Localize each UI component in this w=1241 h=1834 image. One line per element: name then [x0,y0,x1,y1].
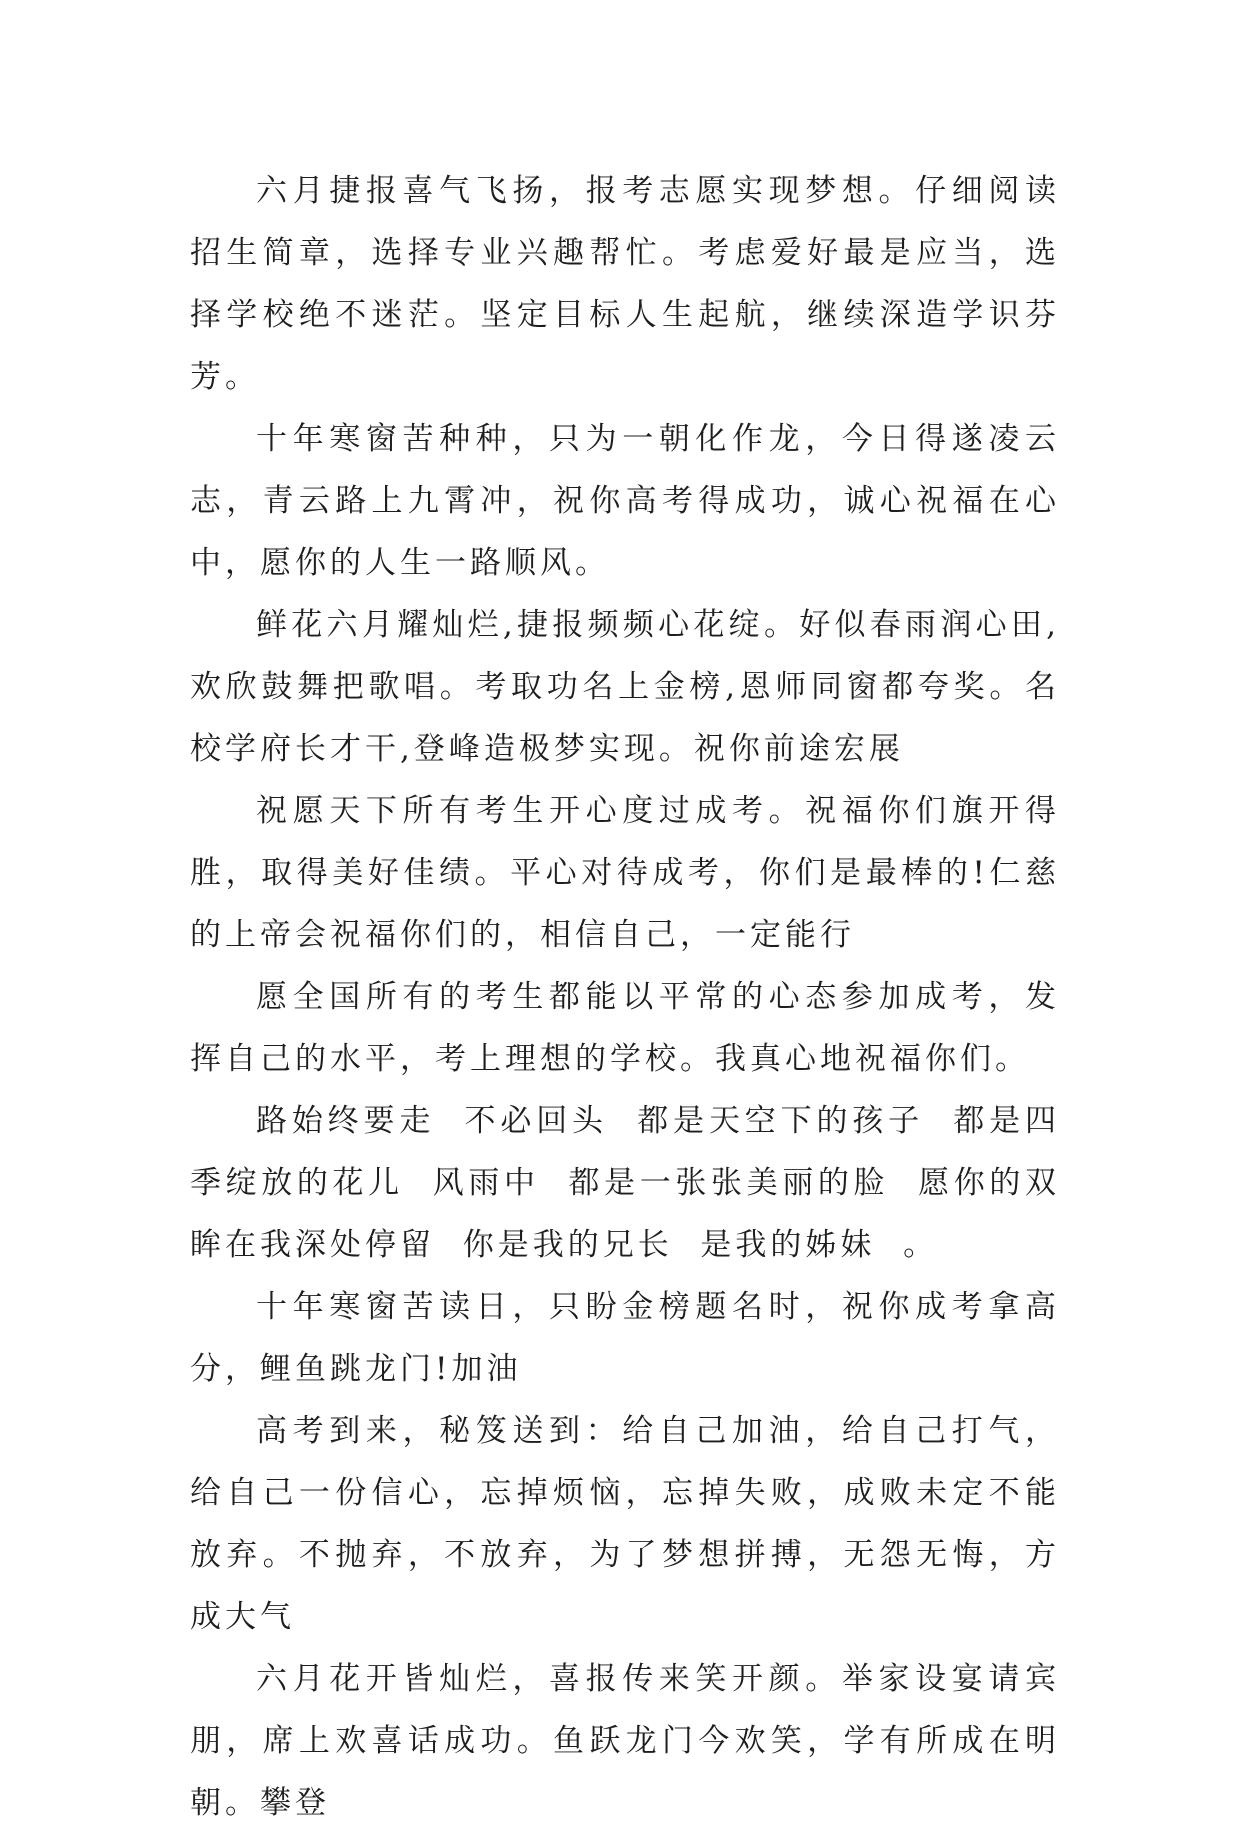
paragraph-4: 祝愿天下所有考生开心度过成考。祝福你们旗开得胜，取得美好佳绩。平心对待成考，你们是最棒的!仁慈的上帝会祝福你们的，相信自己，一定能行 [190,793,1060,953]
document-body [190,160,1060,1834]
paragraph-5: 愿全国所有的考生都能以平常的心态参加成考，发挥自己的水平，考上理想的学校。我真心地祝福你们。 [190,979,1060,1077]
paragraph-9: 六月花开皆灿烂，喜报传来笑开颜。举家设宴请宾朋，席上欢喜话成功。鱼跃龙门今欢笑，学有所成在明朝。攀登 [190,1661,1060,1821]
paragraph-2: 十年寒窗苦种种，只为一朝化作龙，今日得遂凌云志，青云路上九霄冲，祝你高考得成功，诚心祝福在心中，愿你的人生一路顺风。 [190,421,1060,581]
paragraph-3: 鲜花六月耀灿烂,捷报频频心花绽。好似春雨润心田,欢欣鼓舞把歌唱。考取功名上金榜,恩师同窗都夸奖。名校学府长才干,登峰造极梦实现。祝你前途宏展 [190,607,1060,767]
paragraph-7: 十年寒窗苦读日，只盼金榜题名时，祝你成考拿高分，鲤鱼跳龙门!加油 [190,1289,1060,1387]
paragraph-8: 高考到来，秘笈送到：给自己加油，给自己打气，给自己一份信心，忘掉烦恼，忘掉失败，成败未定不能放弃。不抛弃，不放弃，为了梦想拼搏，无怨无悔，方成大气 [190,1413,1060,1635]
paragraph-6: 路始终要走 不必回头 都是天空下的孩子 都是四季绽放的花儿 风雨中 都是一张张美丽的脸 愿你的双眸在我深处停留 你是我的兄长 是我的姊妹 。 [190,1103,1060,1263]
paragraph-1: 六月捷报喜气飞扬，报考志愿实现梦想。仔细阅读招生简章，选择专业兴趣帮忙。考虑爱好最是应当，选择学校绝不迷茫。坚定目标人生起航，继续深造学识芬芳。 [190,173,1060,395]
